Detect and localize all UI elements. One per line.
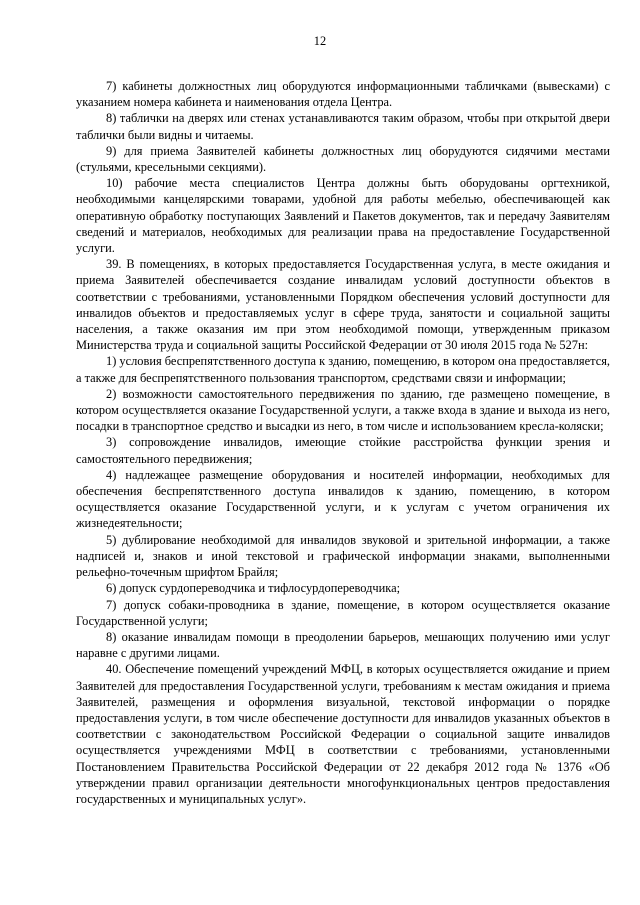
paragraph-39-item-3: 3) сопровождение инвалидов, имеющие стойкие расстройства функции зрения и самостоятельного передвижения; [76, 435, 610, 466]
paragraph-39-item-2: 2) возможности самостоятельного передвижения по зданию, где размещено помещение, в котором осуществляется оказание Государственной услуги, а также входа в здание и выхода из него, посадки в транспортное средство и высадки из него, в том числе и использованием кресла-коляски; [76, 386, 610, 434]
paragraph-39-item-1: 1) условия беспрепятственного доступа к зданию, помещению, в котором она предоставляется, а также для беспрепятственного пользования транспортом, средствами связи и информации; [76, 354, 610, 385]
page-number: 12 [313, 34, 327, 48]
paragraph-39-item-4: 4) надлежащее размещение оборудования и носителей информации, необходимых для обеспечения беспрепятственного доступа инвалидов к зданию, помещению, в котором осуществляется оказание Государственной услуги, и к услугам с учетом ограничения их жизнедеятельности; [76, 467, 610, 531]
paragraph-39-item-7: 7) допуск собаки-проводника в здание, помещение, в котором осуществляется оказание Государственной услуги; [76, 597, 610, 628]
paragraph-40: 40. Обеспечение помещений учреждений МФЦ, в которых осуществляется ожидание и прием Заявителей для предоставления Государственной услуги, требованиям к местам ожидания и приема Заявителей, размещения и оформления визуальной, текстовой информации о порядке предоставления услуги, в том числе обеспечение доступности для инвалидов указанных объектов в соответствии с законодательством Российской Федерации о социальной защите инвалидов осуществляется учреждениями МФЦ в соответствии с требованиями, установленными Постановлением Правительства Российской Федерации от 22 декабря 2012 года № 1376 «Об утверждении правил организации деятельности многофункциональных центров предоставления государственных и муниципальных услуг». [76, 662, 610, 806]
paragraph-39-item-5: 5) дублирование необходимой для инвалидов звуковой и зрительной информации, а также надписей и, знаков и иной текстовой и графической информации знаками, выполненными рельефно-точечным шрифтом Брайля; [76, 532, 610, 580]
paragraph-39: 39. В помещениях, в которых предоставляется Государственная услуга, в месте ожидания и приема Заявителей обеспечивается создание инвалидам условий доступности объектов в соответствии с требованиями, установленными Порядком обеспечения условий доступности для инвалидов объектов и предоставляемых услуг в сфере труда, занятости и социальной защиты населения, а также оказания им при этом необходимой помощи, утвержденным приказом Министерства труда и социальной защиты Российской Федерации от 30 июля 2015 года № 527н: [76, 257, 610, 353]
paragraph-item-7: 7) кабинеты должностных лиц оборудуются информационными табличками (вывесками) с указанием номера кабинета и наименования отдела Центра. [76, 79, 610, 110]
paragraph-39-item-6: 6) допуск сурдопереводчика и тифлосурдопереводчика; [106, 581, 401, 596]
paragraph-item-8: 8) таблички на дверях или стенах устанавливаются таким образом, чтобы при открытой двери таблички были видны и читаемы. [76, 111, 610, 142]
paragraph-item-9: 9) для приема Заявителей кабинеты должностных лиц оборудуются сидячими местами (стульями, кресельными секциями). [76, 143, 610, 175]
document-body [76, 78, 610, 807]
paragraph-item-10: 10) рабочие места специалистов Центра должны быть оборудованы оргтехникой, необходимыми канцелярскими товарами, удобной для работы мебелью, обеспечивающей как оперативную обработку поступающих Заявлений и Пакетов документов, так и передачу Заявителям сведений и материалов, необходимых для реализации права на предоставление Государственной услуги. [76, 176, 610, 256]
paragraph-39-item-8: 8) оказание инвалидам помощи в преодолении барьеров, мешающих получению ими услуг наравне с другими лицами. [76, 629, 610, 661]
